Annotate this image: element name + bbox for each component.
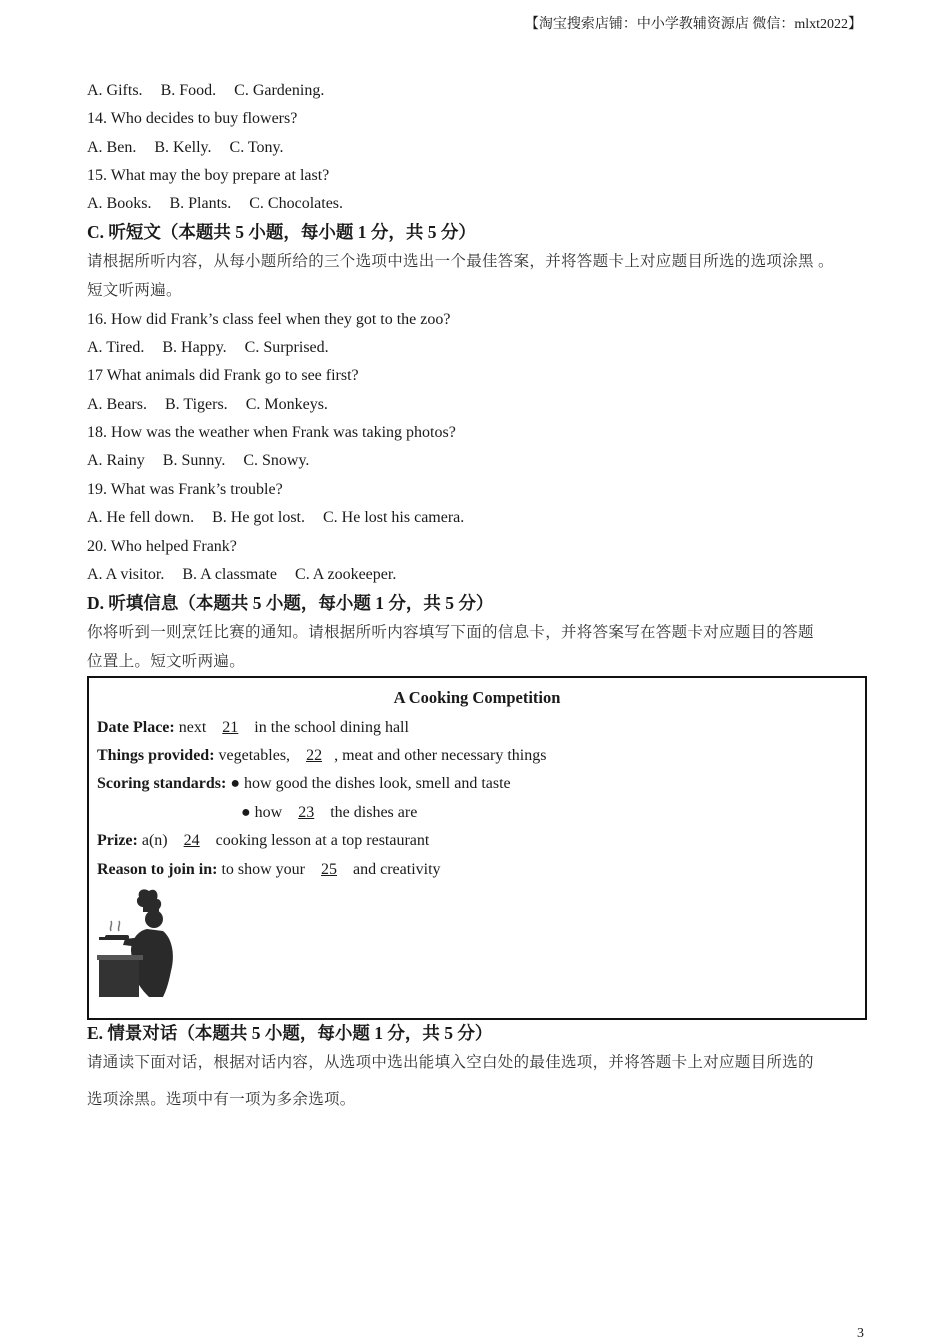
option: B. Tigers. (164, 396, 228, 413)
blank-24[interactable]: 24 (183, 832, 200, 849)
prize-text: a(n) (141, 832, 168, 849)
card-title: A Cooking Competition (393, 688, 561, 707)
q19-options (87, 508, 464, 528)
option: A. Books. (87, 195, 152, 212)
q15-options (87, 194, 343, 214)
prize-text: cooking lesson at a top restaurant (215, 832, 430, 849)
option: C. A zookeeper. (295, 566, 397, 583)
q13-options (87, 81, 324, 101)
option: B. Food. (160, 82, 217, 99)
blank-22[interactable]: 22 (306, 747, 323, 764)
blank-21[interactable]: 21 (222, 719, 239, 736)
option: B. Kelly. (154, 139, 212, 156)
scoring-item: ● how good the dishes look, smell and taste (230, 775, 511, 792)
section-d-instruction: 你将听到一则烹饪比赛的通知。请根据所听内容填写下面的信息卡，并将答案写在答题卡对应题目的答题 (87, 624, 814, 641)
card-row-prize (97, 831, 429, 851)
option: B. Sunny. (162, 452, 226, 469)
date-text: next (178, 719, 207, 736)
option: A. Tired. (87, 339, 145, 356)
option: A. Ben. (87, 139, 137, 156)
option: A. Bears. (87, 396, 147, 413)
option: A. Gifts. (87, 82, 143, 99)
section-e-instruction: 选项涂黑。选项中有一项为多余选项。 (87, 1091, 356, 1108)
info-card (87, 676, 867, 1020)
option: C. Tony. (229, 139, 284, 156)
section-d-instruction: 位置上。短文听两遍。 (87, 653, 246, 670)
card-row-date (97, 718, 409, 738)
scoring-item: the dishes are (330, 804, 418, 821)
question-19: 19. What was Frank’s trouble? (87, 481, 283, 498)
date-text: in the school dining hall (254, 719, 409, 736)
section-c-instruction: 短文听两遍。 (87, 282, 182, 299)
option: A. A visitor. (87, 566, 165, 583)
option: C. He lost his camera. (322, 509, 465, 526)
card-row-reason (97, 860, 441, 880)
option: C. Gardening. (234, 82, 325, 99)
option: B. Happy. (162, 339, 227, 356)
option: C. Chocolates. (249, 195, 344, 212)
section-c-instruction: 请根据所听内容，从每小题所给的三个选项中选出一个最佳答案，并将答题卡上对应题目所选的选项涂黑 。 (87, 253, 834, 270)
question-15: 15. What may the boy prepare at last? (87, 167, 330, 184)
blank-23[interactable]: 23 (298, 804, 315, 821)
question-18: 18. How was the weather when Frank was taking photos? (87, 424, 456, 441)
question-16: 16. How did Frank’s class feel when they got to the zoo? (87, 311, 451, 328)
page-number: 3 (857, 1326, 864, 1341)
option: B. A classmate (182, 566, 278, 583)
q16-options (87, 338, 329, 358)
card-row-things (97, 746, 546, 766)
things-text: vegetables, (218, 747, 291, 764)
things-text: , meat and other necessary things (334, 747, 547, 764)
q20-options (87, 565, 396, 585)
option: C. Surprised. (244, 339, 329, 356)
option: B. Plants. (169, 195, 232, 212)
q17-options (87, 395, 328, 415)
section-c-heading: C. 听短文（本题共 5 小题，每小题 1 分，共 5 分） (87, 222, 476, 242)
scoring-label: Scoring standards: (97, 775, 227, 792)
section-e-heading: E. 情景对话（本题共 5 小题，每小题 1 分，共 5 分） (87, 1023, 493, 1043)
option: C. Monkeys. (245, 396, 328, 413)
question-17: 17 What animals did Frank go to see first? (87, 367, 359, 384)
section-d-heading: D. 听填信息（本题共 5 小题，每小题 1 分，共 5 分） (87, 593, 494, 613)
reason-text: to show your (221, 861, 306, 878)
q14-options (87, 138, 284, 158)
option: A. He fell down. (87, 509, 195, 526)
option: B. He got lost. (212, 509, 305, 526)
section-e-instruction: 请通读下面对话，根据对话内容，从选项中选出能填入空白处的最佳选项，并将答题卡上对应题目所选的 (87, 1054, 814, 1071)
scoring-item: ● how (241, 804, 283, 821)
question-14: 14. Who decides to buy flowers? (87, 110, 298, 127)
page-header: 【淘宝搜索店铺：中小学教辅资源店 微信：mlxt2022】 (524, 17, 862, 32)
option: A. Rainy (87, 452, 145, 469)
reason-text: and creativity (353, 861, 441, 878)
reason-label: Reason to join in: (97, 861, 218, 878)
card-row-scoring-2 (241, 803, 417, 823)
date-label: Date Place: (97, 719, 175, 736)
q18-options (87, 451, 309, 471)
option: C. Snowy. (243, 452, 310, 469)
prize-label: Prize: (97, 832, 138, 849)
question-20: 20. Who helped Frank? (87, 538, 237, 555)
card-row-scoring (97, 774, 511, 794)
chef-icon (97, 885, 193, 1003)
blank-25[interactable]: 25 (321, 861, 338, 878)
things-label: Things provided: (97, 747, 215, 764)
